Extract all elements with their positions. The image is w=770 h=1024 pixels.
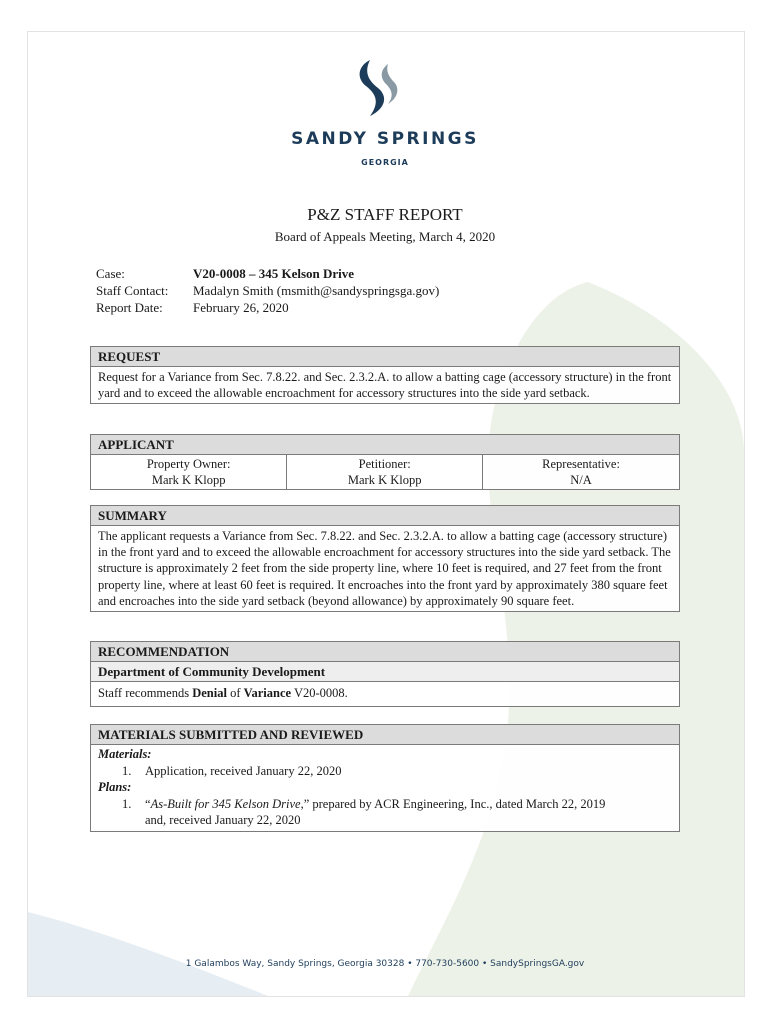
plans-open-quote: “ [145,796,151,811]
summary-heading: SUMMARY [91,506,679,526]
recommendation-post: V20-0008. [291,686,348,700]
case-label: Case: [96,266,125,281]
sandy-springs-logo-icon [340,58,416,120]
staff-contact-label: Staff Contact: [96,283,169,298]
report-subtitle: Board of Appeals Meeting, March 4, 2020 [274,229,496,244]
brand-subtitle: GEORGIA [361,158,409,167]
plans-item-rest: ,” prepared by ACR Engineering, Inc., dated March 22, 2019 [300,796,606,811]
petitioner-cell [287,455,483,489]
owner-label: Property Owner: [146,457,231,471]
request-section [90,346,680,404]
plans-item [98,796,672,813]
petitioner-value: Mark K Klopp [347,473,422,487]
summary-section [90,505,680,612]
plans-item-title: As-Built for 345 Kelson Drive [150,796,301,811]
representative-label: Representative: [542,457,620,471]
recommendation-pre: Staff recommends [98,686,193,700]
report-title: P&Z STAFF REPORT [307,205,463,224]
representative-cell [483,455,679,489]
case-value: V20-0008 – 345 Kelson Drive [193,266,355,281]
materials-item [98,763,672,780]
recommendation-section [90,641,680,707]
owner-value: Mark K Klopp [151,473,226,487]
footer-contact: 1 Galambos Way, Sandy Springs, Georgia 30328 • 770-730-5600 • SandySpringsGA.gov [185,959,585,969]
materials-item-number: 1. [122,763,132,778]
recommendation-mid: of [226,686,244,700]
materials-item-text: Application, received January 22, 2020 [145,763,342,778]
petitioner-label: Petitioner: [358,457,411,471]
recommendation-department: Department of Community Development [91,662,679,682]
applicant-section [90,434,680,490]
applicant-heading: APPLICANT [91,435,679,455]
materials-heading: MATERIALS SUBMITTED AND REVIEWED [91,725,679,745]
applicant-table [91,455,679,489]
brand-name: SANDY SPRINGS [291,129,479,149]
materials-section [90,724,680,832]
report-date-label: Report Date: [96,300,163,315]
plans-item-line2: and, received January 22, 2020 [145,813,301,827]
request-text: Request for a Variance from Sec. 7.8.22. and Sec. 2.3.2.A. to allow a batting cage (accessory structure) in the front yard and to exceed the allowable encroachment for accessory structures into the side yard setback. [98,370,672,401]
plans-item-number: 1. [122,796,132,811]
recommendation-denial: Denial [192,686,227,700]
materials-label: Materials: [98,747,152,761]
materials-body [91,745,679,830]
staff-contact-value: Madalyn Smith (msmith@sandyspringsga.gov) [193,283,440,298]
summary-text: The applicant requests a Variance from Sec. 7.8.22. and Sec. 2.3.2.A. to allow a batting cage (accessory structure) in the front yard and to exceed the allowable encroachment for accessory structures into the side yard setback. The structure is approximately 2 feet from the side property line, where 10 feet is required, and 27 feet from the front property line, where at least 60 feet is required. It encroaches into the front yard by approximately 380 square feet and encroaches into the side yard setback (beyond allowance) by approximately 90 square feet. [98,529,671,608]
plans-label: Plans: [98,780,132,794]
recommendation-text [91,682,679,706]
recommendation-heading: RECOMMENDATION [91,642,679,662]
representative-value: N/A [570,473,592,487]
request-heading: REQUEST [91,347,679,367]
report-date-value: February 26, 2020 [193,300,289,315]
owner-cell [91,455,287,489]
recommendation-variance: Variance [243,686,292,700]
